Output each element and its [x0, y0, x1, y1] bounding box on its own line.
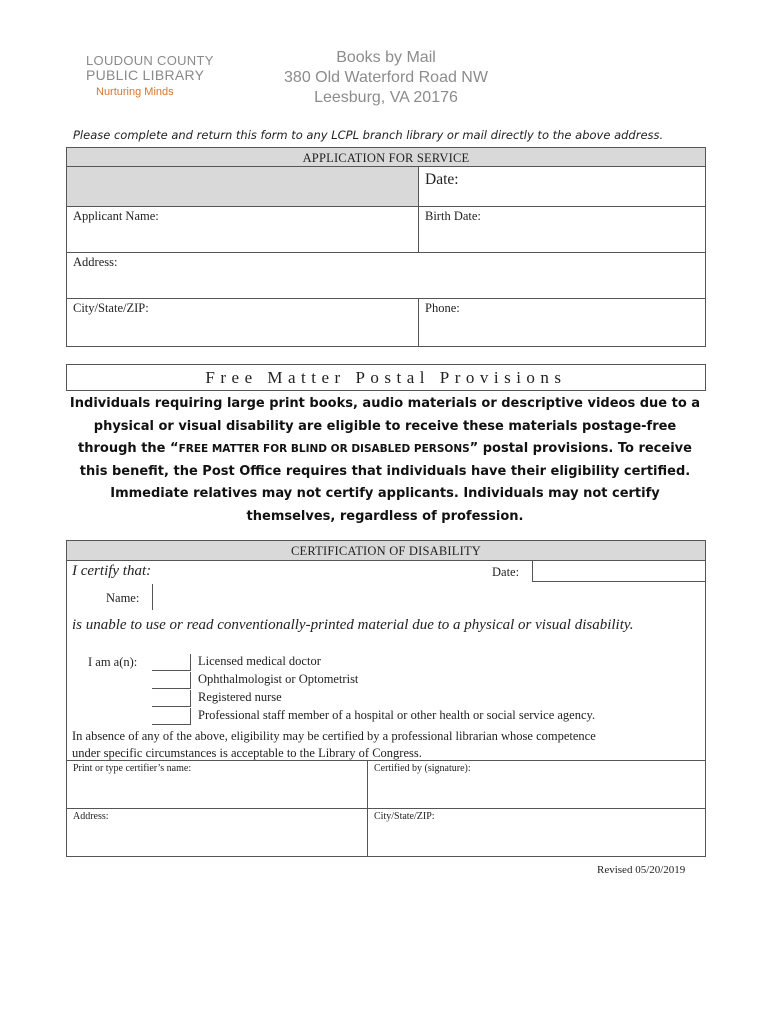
applicant-name-field[interactable] [66, 206, 419, 253]
certifier-city-field[interactable] [367, 808, 706, 857]
iam-label: I am a(n): [88, 655, 138, 669]
library-logo [86, 54, 214, 98]
free-matter-line5: Immediate relatives may not certify applicants. Individuals may not certify [110, 486, 660, 501]
intro-text: Please complete and return this form to any LCPL branch library or mail directly to the above address. [73, 128, 664, 142]
certification-title: CERTIFICATION OF DISABILITY [66, 540, 706, 561]
application-date-label: Date: [425, 171, 459, 188]
certify-label: I certify that: [72, 563, 152, 579]
option-checkline[interactable] [152, 672, 191, 689]
option-checkline[interactable] [152, 654, 191, 671]
absence-line1: In absence of any of the above, eligibility may be certified by a professional librarian whose competence [72, 729, 596, 743]
header-line2: 380 Old Waterford Road NW [284, 69, 488, 86]
header-line3: Leesburg, VA 20176 [314, 89, 458, 106]
program-name: FREE MATTER FOR BLIND OR DISABLED PERSONS [178, 443, 470, 455]
applicant-name-label: Applicant Name: [73, 209, 159, 223]
certifier-city-label: City/State/ZIP: [374, 811, 435, 822]
logo-line1: LOUDOUN COUNTY [86, 53, 214, 68]
option-label: Professional staff member of a hospital or other health or social service agency. [198, 708, 596, 722]
application-title: APPLICATION FOR SERVICE [66, 147, 706, 167]
option-checkline[interactable] [152, 690, 191, 707]
city-state-zip-label: City/State/ZIP: [73, 301, 149, 315]
option-label: Licensed medical doctor [198, 654, 321, 668]
birth-date-field[interactable] [418, 206, 706, 253]
certifier-address-field[interactable] [66, 808, 368, 857]
option-checkline[interactable] [152, 708, 191, 725]
cert-date-label: Date: [492, 565, 520, 579]
cert-name-field[interactable] [152, 584, 706, 610]
application-shaded-cell [66, 166, 419, 207]
certifier-name-field[interactable] [66, 760, 368, 809]
option-label: Registered nurse [198, 690, 282, 704]
phone-label: Phone: [425, 301, 460, 315]
absence-note [72, 728, 596, 762]
cert-date-field[interactable] [532, 560, 706, 582]
option-label: Ophthalmologist or Optometrist [198, 672, 359, 686]
revised-date: Revised 05/20/2019 [597, 864, 686, 876]
free-matter-line4: this benefit, the Post Office requires that individuals have their eligibility certified. [79, 463, 691, 479]
signature-label: Certified by (signature): [374, 763, 471, 774]
absence-line2: under specific circumstances is acceptable to the Library of Congress. [72, 746, 422, 760]
address-field[interactable] [66, 252, 706, 299]
disability-statement: is unable to use or read conventionally-printed material due to a physical or visual disability. [72, 617, 634, 633]
logo-line2: PUBLIC LIBRARY [86, 67, 205, 83]
certifier-address-label: Address: [73, 811, 109, 822]
city-state-zip-field[interactable] [66, 298, 419, 347]
free-matter-line3: through the “FREE MATTER FOR BLIND OR DISABLED PERSONS” postal provisions. To receive [78, 441, 692, 456]
header-line1: Books by Mail [336, 49, 436, 66]
free-matter-title: Free Matter Postal Provisions [66, 364, 706, 391]
header-address [266, 48, 506, 108]
logo-tagline: Nurturing Minds [96, 86, 174, 98]
free-matter-line6: themselves, regardless of profession. [246, 508, 524, 524]
free-matter-paragraph [40, 393, 730, 528]
cert-name-label: Name: [106, 591, 140, 605]
signature-field[interactable] [367, 760, 706, 809]
certifier-name-label: Print or type certifier’s name: [73, 763, 192, 774]
phone-field[interactable] [418, 298, 706, 347]
address-label: Address: [73, 255, 118, 269]
birth-date-label: Birth Date: [425, 209, 481, 223]
free-matter-line2: physical or visual disability are eligible to receive these materials postage-free [93, 418, 677, 434]
free-matter-line1: Individuals requiring large print books, audio materials or descriptive videos due to a [69, 396, 701, 411]
application-date-field[interactable] [418, 166, 706, 207]
